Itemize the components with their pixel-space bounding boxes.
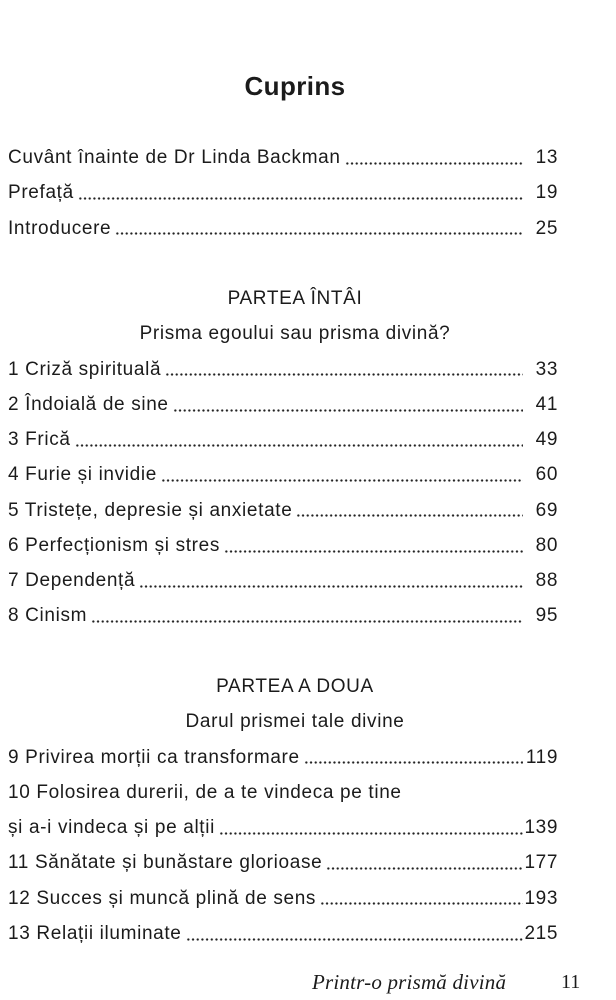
toc-entry-title: 10 Folosirea durerii, de a te vindeca pe tine: [8, 781, 402, 803]
toc-entry-title: 13 Relații iluminate: [8, 922, 182, 944]
part-heading: PARTEA ÎNTÂI: [227, 288, 363, 310]
toc-entry-page: 69: [535, 499, 558, 521]
toc-entry: [8, 528, 558, 563]
toc-entry-title: 7 Dependență: [8, 570, 136, 592]
toc-entry-title: 11 Sănătate și bunăstare glorioase: [8, 852, 323, 874]
toc-entry: [8, 740, 558, 775]
page-number: 11: [561, 971, 581, 993]
toc-entry-page: 139: [524, 817, 558, 839]
toc-entry: [8, 140, 558, 175]
toc-entry-title: 1 Criză spirituală: [8, 358, 162, 380]
toc-entry-title: Prefață: [8, 182, 74, 204]
toc-entry: [8, 457, 558, 492]
toc-entry-page: 25: [535, 217, 558, 239]
toc-entry-title: Cuvânt înainte de Dr Linda Backman: [8, 147, 341, 168]
dot-leader: [304, 740, 523, 775]
toc-entry-title: 12 Succes și muncă plină de sens: [8, 887, 317, 909]
dot-leader: [326, 845, 523, 880]
toc-entry-title: 6 Perfecționism și stres: [8, 534, 220, 556]
toc-entry-page: 119: [525, 746, 558, 768]
dot-leader: [224, 528, 523, 563]
toc-entry-page: 19: [535, 182, 558, 204]
toc-entry-title: 8 Cinism: [8, 605, 88, 627]
toc-entry-page: 13: [535, 147, 558, 168]
running-title: Printr-o prismă divină: [312, 970, 507, 994]
toc-entry: [8, 845, 558, 880]
section-spacer: [8, 634, 582, 669]
toc-entry-title: 3 Frică: [8, 429, 71, 451]
toc-entry: [8, 211, 558, 246]
toc-entry-title: 2 Îndoială de sine: [8, 393, 169, 415]
part-subtitle: Darul prismei tale divine: [185, 711, 405, 733]
dot-leader: [165, 352, 523, 387]
dot-leader: [78, 175, 523, 210]
dot-leader: [345, 140, 523, 175]
toc-entry-page: 193: [524, 887, 558, 909]
dot-leader: [115, 211, 523, 246]
toc-entry-page: 80: [535, 534, 558, 556]
toc-entry-page: 95: [535, 605, 558, 627]
table-of-contents: [8, 140, 582, 951]
dot-leader: [91, 598, 523, 633]
dot-leader: [173, 387, 523, 422]
toc-entry-title-continuation: și a-i vindeca și pe alții: [8, 817, 215, 839]
toc-entry: [8, 881, 558, 916]
toc-entry-page: 88: [535, 570, 558, 592]
toc-entry-page: 215: [524, 922, 558, 944]
toc-entry: [8, 352, 558, 387]
toc-entry: [8, 598, 558, 633]
toc-entry: [8, 387, 558, 422]
toc-entry-page: 41: [535, 393, 558, 415]
toc-entry-page: 177: [524, 852, 558, 874]
dot-leader: [186, 916, 523, 951]
toc-entry-title: 5 Tristețe, depresie și anxietate: [8, 499, 293, 521]
page-title: Cuprins: [244, 71, 346, 101]
toc-entry: [8, 775, 558, 810]
part-subtitle: Prisma egoului sau prisma divină?: [139, 323, 451, 345]
dot-leader: [161, 457, 523, 492]
toc-entry-title: 4 Furie și invidie: [8, 464, 157, 486]
toc-entry-title: 9 Privirea morții ca transformare: [8, 746, 300, 768]
section-spacer: [8, 246, 582, 281]
toc-entry-page: 60: [535, 464, 558, 486]
dot-leader: [75, 422, 523, 457]
dot-leader: [219, 810, 523, 845]
toc-entry-page: 33: [535, 358, 558, 380]
toc-entry: [8, 563, 558, 598]
dot-leader: [320, 881, 523, 916]
toc-entry: [8, 175, 558, 210]
toc-entry-continuation: [8, 810, 558, 845]
toc-entry: [8, 916, 558, 951]
toc-entry-page: 49: [535, 429, 558, 451]
part-heading: PARTEA A DOUA: [216, 675, 374, 697]
toc-entry: [8, 422, 558, 457]
toc-entry: [8, 493, 558, 528]
dot-leader: [139, 563, 523, 598]
dot-leader: [296, 493, 523, 528]
toc-entry-title: Introducere: [8, 217, 112, 239]
